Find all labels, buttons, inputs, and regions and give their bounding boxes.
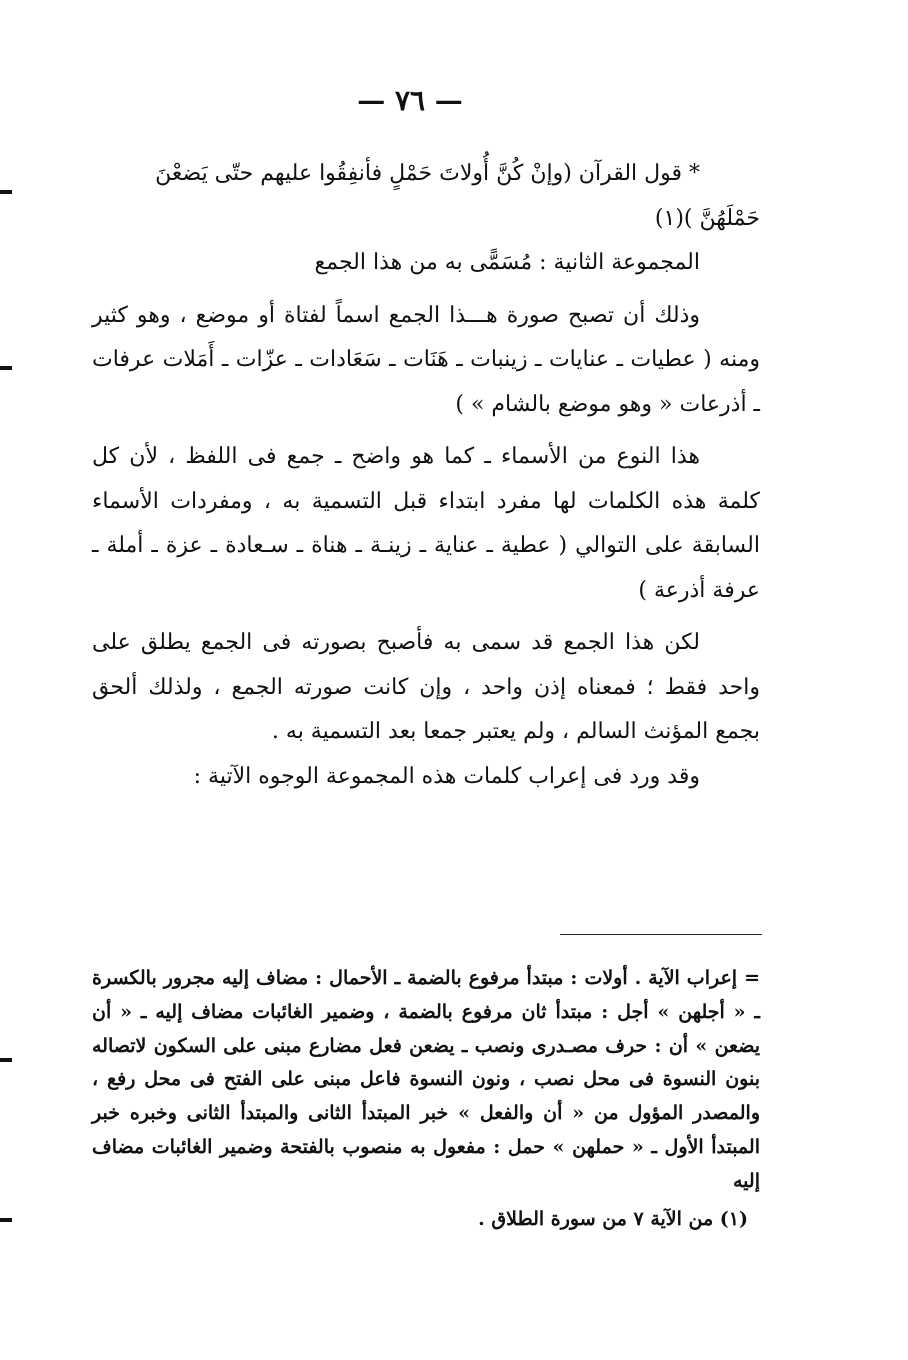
paragraph-intro-cases: وقد ورد فى إعراب كلمات هذه المجموعة الوجوه الآتية :	[193, 763, 700, 789]
paragraph-examples: وذلك أن تصبح صورة هـــذا الجمع اسماً لفتاة أو موضع ، وهو كثير ومنه ( عطيات ـ عنايات ـ زينبات ـ هَنَات ـ سَعَادات ـ عزّات ـ أَمَلات عرفات ـ أذرعات « وهو موضع بالشام » )	[92, 302, 760, 417]
main-text	[92, 152, 760, 799]
scan-edge-mark	[0, 1218, 12, 1222]
scan-edge-mark	[0, 366, 12, 370]
scan-edge-mark	[0, 1058, 12, 1062]
section-heading: المجموعة الثانية : مُسَمًّى به من هذا الجمع	[314, 250, 700, 275]
paragraph-singular-meaning: لكن هذا الجمع قد سمى به فأصبح بصورته فى الجمع يطلق على واحد فقط ؛ فمعناه إذن واحد ، وإن كانت صورته الجمع ، ولذلك ألحق بجمع المؤنث السالم ، ولم يعتبر جمعا بعد التسمية به .	[92, 630, 760, 744]
quran-quote-ending: حَمْلَهُنَّ )(١)	[654, 205, 760, 231]
footnotes	[92, 962, 760, 1236]
quran-quote-line: * قول القرآن (وإنْ كُنَّ أُولاتَ حَمْلٍ فأنفِقُوا عليهم حتّى يَضعْنَ	[155, 161, 700, 186]
page-number: — ٧٦ —	[357, 84, 463, 117]
paragraph-explanation: هذا النوع من الأسماء ـ كما هو واضح ـ جمع فى اللفظ ، لأن كل كلمة هذه الكلمات لها مفرد ابتداء قبل التسمية به ، ومفردات الأسماء السابقة على التوالي ( عطية ـ عناية ـ زينـة ـ هناة ـ سـعادة ـ عزة ـ أملة ـ عرفة أذرعة )	[92, 444, 760, 603]
footnote-parsing: = إعراب الآية . أولات : مبتدأ مرفوع بالضمة ـ الأحمال : مضاف إليه مجرور بالكسرة ـ « أجلهن » أجل : مبتدأ ثان مرفوع بالضمة ، وضمير الغائبات مضاف إليه ـ « أن يضعن » أن : حرف مصـدرى ونصب ـ يضعن فعل مضارع مبنى على السكون لاتصاله بنون النسوة فى محل نصب ، ونون النسوة فاعل مبنى على الفتح فى محل رفع ، والمصدر المؤول من « أن والفعل » خبر المبتدأ الثانى والمبتدأ الثانى وخبره خبر المبتدأ الأول ـ « حملهن » حمل : مفعول به منصوب بالفتحة وضمير الغائبات مضاف إليه	[92, 967, 760, 1192]
footnote-divider	[560, 934, 762, 935]
scan-edge-mark	[0, 190, 12, 194]
footnote-1: (١) من الآية ٧ من سورة الطلاق .	[478, 1207, 748, 1230]
